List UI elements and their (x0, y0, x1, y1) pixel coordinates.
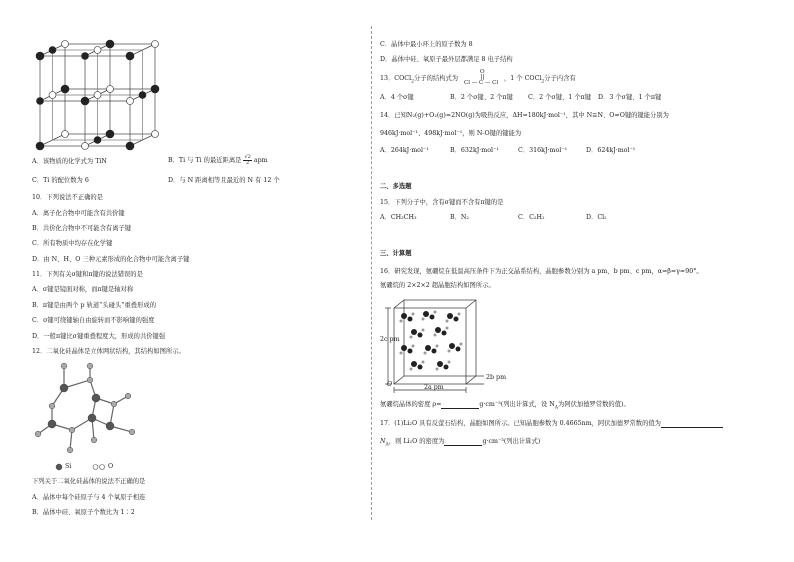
q12-ask: 下列关于二氧化硅晶体的说法不正确的是 (32, 478, 146, 485)
q11-option-d[interactable]: D．一般π键比σ键重叠程度大，形成的共价键强 (32, 333, 166, 340)
q9-fraction-num: √2 (244, 154, 251, 160)
sio2-legend-o-dot (92, 463, 106, 471)
q10-stem: 10．下列说法不正确的是 (32, 194, 103, 201)
fig-label-2a: 2a pm (424, 384, 444, 391)
q10-option-d[interactable]: D．由 N、H、O 三种元素形成的化合物中可能含离子键 (32, 256, 190, 263)
q17-na-subscript: A (385, 442, 389, 448)
q9-option-b-pre: B．Ti 与 Ti 的最近距离是 (168, 157, 242, 164)
fig-label-origin: O (387, 381, 393, 388)
q12-option-a[interactable]: A．晶体中每个硅原子与 4 个氧原子相连 (32, 494, 146, 501)
q15-option-b[interactable]: B．N₂ (450, 214, 469, 221)
section-3-title: 三、计算题 (380, 250, 412, 257)
q13-stem-a: 13．COCl (380, 75, 412, 82)
q17-answer-blank[interactable] (444, 439, 482, 446)
q13-option-a[interactable]: A．4 个σ键 (380, 94, 414, 101)
q17-mid: ，则 Li₂O 的密度为 (388, 438, 445, 445)
q14-line1: 14．已知N₂(g)+O₂(g)=2NO(g)为吸热反应，ΔH=180kJ·mol⁻¹，其中 N≡N、O=O键的键能分别为 (380, 112, 669, 119)
q13-stem-tail: ，1 个 COCl$_2$分子内含有 (504, 75, 576, 85)
q9-option-a[interactable]: A．该物质的化学式为 TiN (32, 158, 107, 165)
q13-option-b[interactable]: B．2 个σ键、2 个π键 (450, 94, 513, 101)
q14-option-a[interactable]: A．264kJ·mol⁻¹ (380, 147, 429, 154)
q16-density-pre: 氨硼烷晶体的密度 ρ= (380, 401, 442, 408)
q16-line1: 16．研究发现，氨硼烷在低温高压条件下为正交晶系结构，晶胞参数分别为 a pm、b pm、c pm，α=β=γ=90°。 (380, 268, 703, 275)
q13-structure-o: O (480, 69, 485, 75)
q11-option-c[interactable]: C．σ键可绕键轴自由旋转而不影响键的强度 (32, 317, 155, 324)
q16-na-subscript: A (554, 405, 559, 411)
q13-stem: 13．COCl$_2$分子的结构式为 (380, 75, 459, 85)
q13-option-d[interactable]: D．3 个σ键、1 个π键 (598, 94, 662, 101)
q16-answer-blank[interactable] (441, 402, 479, 409)
column-divider (371, 26, 372, 520)
q9-option-b[interactable] (168, 155, 268, 166)
sio2-legend-si-dot (55, 463, 63, 471)
q17-line1 (380, 420, 723, 428)
sio2-legend-si: Si (65, 463, 72, 470)
q13-structure-main: Cl — C — Cl (464, 80, 499, 86)
q16-density-post: g·cm⁻³(列出计算式，设 N (479, 401, 555, 408)
q17-na: N (380, 438, 386, 445)
q10-option-b[interactable]: B．共价化合物中不可能含有离子键 (32, 225, 132, 232)
q17-post: g·cm⁻³(列出计算式) (482, 438, 541, 445)
q16-density-post2: 为阿伏加德罗常数的值)。 (558, 401, 630, 408)
q12-stem: 12．二氧化硅晶体是立体网状结构，其结构如图所示。 (32, 348, 185, 355)
q9-option-d[interactable]: D．与 N 距离相等且最近的 N 有 12 个 (168, 177, 280, 184)
q11-stem: 11．下列有关σ键和π键的说法错误的是 (32, 271, 143, 278)
q12-option-c[interactable]: C．晶体中最小环上的原子数为 8 (380, 41, 473, 48)
q15-option-a[interactable]: A．CH₃CH₃ (380, 214, 417, 221)
q11-option-b[interactable]: B．π键是由两个 p 轨道“头碰头”重叠形成的 (32, 302, 156, 309)
q13-option-c[interactable]: C．2 个σ键、1 个π键 (528, 94, 592, 101)
q9-fraction-den: 2 (246, 160, 250, 166)
fig-label-2b: 2b pm (486, 374, 507, 381)
q11-option-a[interactable]: A．σ键是镜面对称，而π键是轴对称 (32, 286, 134, 293)
q9-option-b-fraction (243, 155, 251, 166)
q15-stem: 15．下列分子中，含有σ键而不含有π键的是 (380, 199, 504, 206)
q9-option-c[interactable]: C．Ti 的配位数为 6 (32, 177, 89, 184)
q14-option-d[interactable]: D．624kJ·mol⁻¹ (586, 147, 636, 154)
q13-stem-d: 分子内含有 (544, 75, 576, 82)
sio2-structure-figure (32, 358, 142, 458)
section-2-title: 二、多选题 (380, 183, 412, 190)
q14-option-c[interactable]: C．316kJ·mol⁻¹ (518, 147, 568, 154)
q15-option-d[interactable]: D．Cl₂ (586, 214, 607, 221)
q16-line2: 氨硼烷的 2×2×2 超晶胞结构如图所示。 (380, 282, 495, 289)
q12-option-b[interactable]: B．晶体中硅、氧原子个数比为 1∶2 (32, 509, 135, 516)
q12-option-d[interactable]: D．晶体中硅、氧原子最外层都满足 8 电子结构 (380, 56, 513, 63)
q15-option-c[interactable]: C．C₂H₂ (518, 214, 545, 221)
sio2-legend-o: O (108, 463, 114, 470)
tin-crystal-figure (30, 38, 160, 148)
q16-density-line (380, 401, 630, 409)
q10-option-a[interactable]: A．离子化合物中可能含有共价键 (32, 210, 125, 217)
q17-line1-text: 17．(1)Li₂O 具有反萤石结构，晶胞如图所示。已知晶胞参数为 0.4665nm，阿伏加德罗常数的值为 (380, 420, 661, 427)
q17-na-blank[interactable] (661, 421, 723, 428)
q13-stem-b: 分子的结构式为 (414, 75, 459, 82)
q13-stem-c: ，1 个 COCl (504, 75, 542, 82)
q14-line2: 946kJ·mol⁻¹、498kJ·mol⁻¹，则 N-O键的键能为 (380, 130, 522, 137)
q9-option-b-post: apm (253, 157, 268, 164)
q10-option-c[interactable]: C．所有物质中均存在化学键 (32, 240, 113, 247)
q14-option-b[interactable]: B．632kJ·mol⁻¹ (450, 147, 499, 154)
fig-label-2c: 2c pm (380, 336, 400, 343)
q17-line2 (380, 438, 540, 446)
